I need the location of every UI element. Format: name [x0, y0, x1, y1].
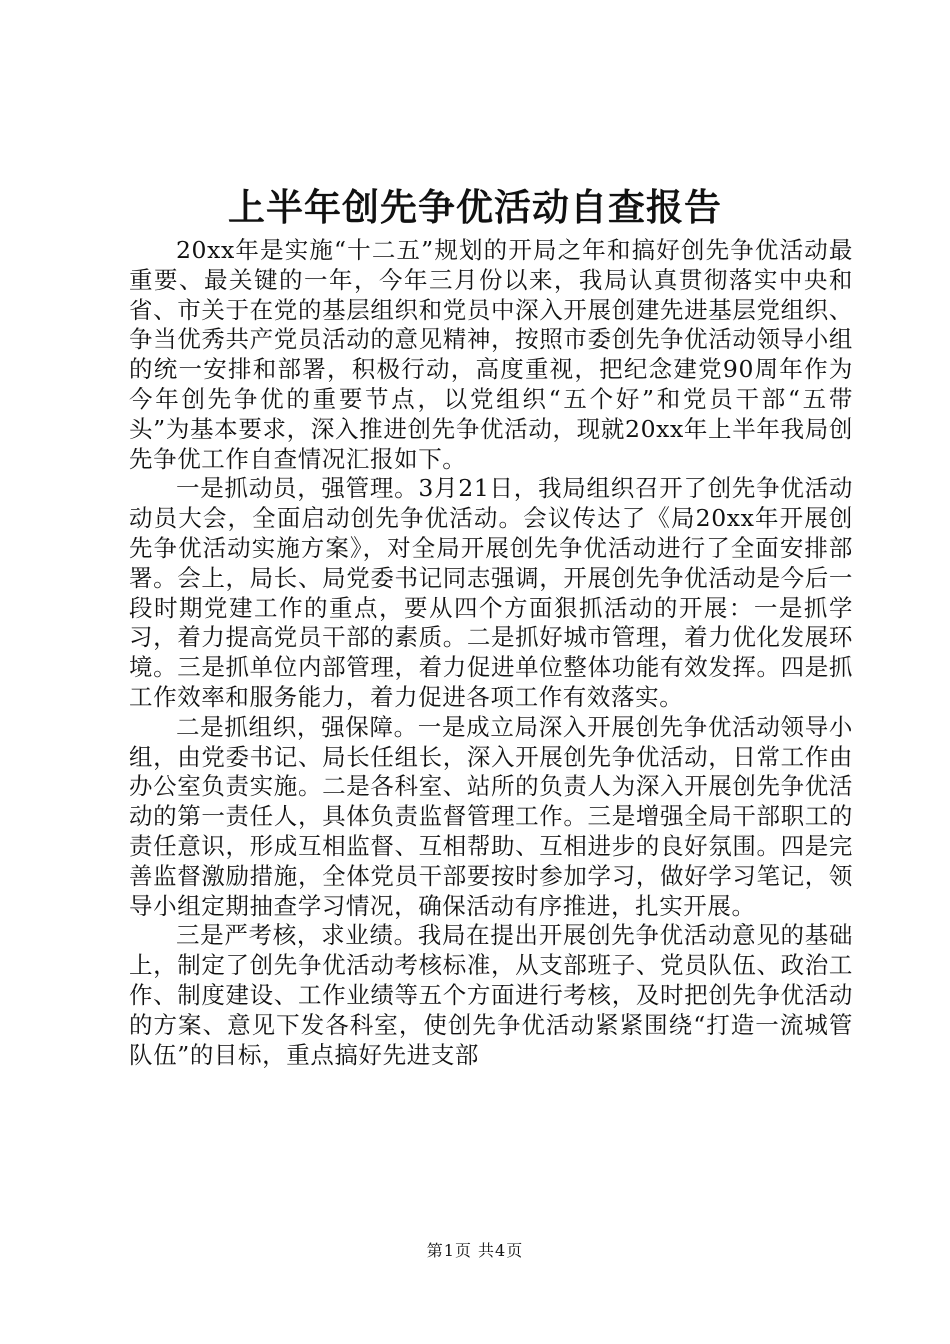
paragraph-intro: 20xx年是实施“十二五”规划的开局之年和搞好创先争优活动最重要、最关键的一年，今年三月份以来，我局认真贯彻落实中央和省、市关于在党的基层组织和党员中深入开展创建先进基层党组织、争当优秀共产党员活动的意见精神，按照市委创先争优活动领导小组的统一安排和部署，积极行动，高度重视，把纪念建党90周年作为今年创先争优的重要节点，以党组织“五个好”和党员干部“五带头”为基本要求，深入推进创先争优活动，现就20xx年上半年我局创先争优工作自查情况汇报如下。 — [129, 236, 853, 473]
paragraph-organization: 二是抓组织，强保障。一是成立局深入开展创先争优活动领导小组，由党委书记、局长任组长，深入开展创先争优活动，日常工作由办公室负责实施。二是各科室、站所的负责人为深入开展创先争优活动的第一责任人，具体负责监督管理工作。三是增强全局干部职工的责任意识，形成互相监督、互相帮助、互相进步的良好氛围。四是完善监督激励措施，全体党员干部要按时参加学习，做好学习笔记，领导小组定期抽查学习情况，确保活动有序推进，扎实开展。 — [129, 712, 853, 920]
paragraph-assessment: 三是严考核，求业绩。我局在提出开展创先争优活动意见的基础上，制定了创先争优活动考核标准，从支部班子、党员队伍、政治工作、制度建设、工作业绩等五个方面进行考核，及时把创先争优活动的方案、意见下发各科室，使创先争优活动紧紧围绕“打造一流城管队伍”的目标，重点搞好先进支部 — [129, 921, 853, 1069]
document-body — [129, 236, 853, 1070]
page-number-footer: 第1页 共4页 — [426, 1241, 524, 1260]
paragraph-mobilization: 一是抓动员，强管理。3月21日，我局组织召开了创先争优活动动员大会，全面启动创先争优活动。会议传达了《局20xx年开展创先争优活动实施方案》，对全局开展创先争优活动进行了全面安排部署。会上，局长、局党委书记同志强调，开展创先争优活动是今后一段时期党建工作的重点，要从四个方面狠抓活动的开展：一是抓学习，着力提高党员干部的素质。二是抓好城市管理，着力优化发展环境。三是抓单位内部管理，着力促进单位整体功能有效发挥。四是抓工作效率和服务能力，着力促进各项工作有效落实。 — [129, 474, 853, 711]
page-title: 上半年创先争优活动自查报告 — [228, 186, 722, 229]
